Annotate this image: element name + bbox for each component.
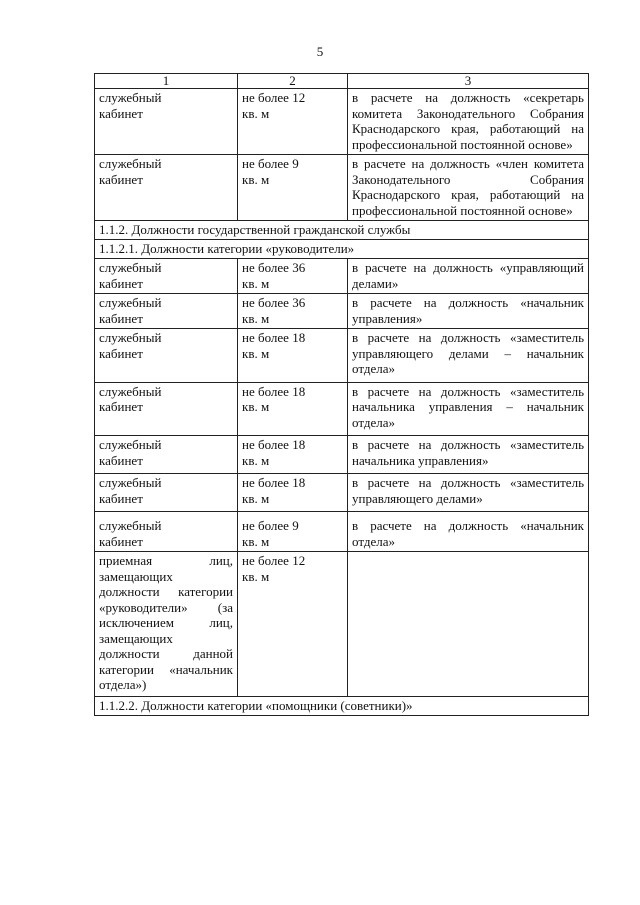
section-heading-leaders: 1.1.2.1. Должности категории «руководители» bbox=[95, 240, 589, 259]
basis-cell: в расчете на должность «заместитель начальника управления – начальник отдела» bbox=[348, 382, 589, 436]
area-cell bbox=[238, 382, 348, 436]
table-row bbox=[95, 474, 589, 512]
premises-table bbox=[94, 73, 589, 716]
premise-cell bbox=[95, 155, 238, 221]
premise-text: служебный кабинет bbox=[99, 260, 162, 291]
premise-cell bbox=[95, 329, 238, 383]
basis-cell: в расчете на должность «заместитель начальника управления» bbox=[348, 436, 589, 474]
basis-cell: в расчете на должность «управляющий делами» bbox=[348, 259, 589, 294]
premise-text: служебный кабинет bbox=[99, 437, 162, 468]
table-row bbox=[95, 89, 589, 155]
area-cell bbox=[238, 329, 348, 383]
premise-text: служебный кабинет bbox=[99, 475, 162, 506]
basis-cell: в расчете на должность «секретарь комитета Законодательного Собрания Краснодарского края, работающий на профессиональной постоянной основе» bbox=[348, 89, 589, 155]
premise-text: служебный кабинет bbox=[99, 156, 162, 187]
area-cell bbox=[238, 89, 348, 155]
area-cell bbox=[238, 474, 348, 512]
area-text: не более 18 кв. м bbox=[242, 330, 306, 361]
table-row bbox=[95, 259, 589, 294]
table-header-row bbox=[95, 74, 589, 89]
section-heading-civil-service: 1.1.2. Должности государственной гражданской службы bbox=[95, 221, 589, 240]
table-row bbox=[95, 512, 589, 552]
premise-text: служебный кабинет bbox=[99, 518, 162, 549]
area-text: не более 18 кв. м bbox=[242, 383, 306, 414]
table-row bbox=[95, 382, 589, 436]
premise-text: служебный кабинет bbox=[99, 383, 162, 414]
page-number: 5 bbox=[316, 44, 324, 59]
premise-text: служебный кабинет bbox=[99, 295, 162, 326]
area-text: не более 9 кв. м bbox=[242, 156, 299, 187]
premise-text: служебный кабинет bbox=[99, 90, 162, 121]
basis-cell: в расчете на должность «заместитель управляющего делами» bbox=[348, 474, 589, 512]
basis-cell bbox=[348, 552, 589, 697]
premise-text: служебный кабинет bbox=[99, 330, 162, 361]
table-row bbox=[95, 155, 589, 221]
section-heading-assistants: 1.1.2.2. Должности категории «помощники (советники)» bbox=[95, 696, 589, 715]
premise-cell bbox=[95, 382, 238, 436]
area-text: не более 36 кв. м bbox=[242, 295, 306, 326]
column-header-3: 3 bbox=[348, 74, 589, 89]
table-row bbox=[95, 552, 589, 697]
area-text: не более 18 кв. м bbox=[242, 437, 306, 468]
area-text: не более 18 кв. м bbox=[242, 475, 306, 506]
premise-cell bbox=[95, 474, 238, 512]
section-row bbox=[95, 221, 589, 240]
section-row bbox=[95, 696, 589, 715]
section-row bbox=[95, 240, 589, 259]
area-cell bbox=[238, 155, 348, 221]
premise-cell bbox=[95, 259, 238, 294]
table-row bbox=[95, 329, 589, 383]
area-cell bbox=[238, 552, 348, 697]
table-row bbox=[95, 436, 589, 474]
area-cell bbox=[238, 294, 348, 329]
premise-cell bbox=[95, 294, 238, 329]
area-text: не более 36 кв. м bbox=[242, 260, 306, 291]
area-cell bbox=[238, 436, 348, 474]
area-cell bbox=[238, 512, 348, 552]
premise-cell: приемная лиц, замещающих должности категории «руководители» (за исключением лиц, замещающих должности данной категории «начальник отдела») bbox=[95, 552, 238, 697]
basis-cell: в расчете на должность «заместитель управляющего делами – начальник отдела» bbox=[348, 329, 589, 383]
area-text: не более 9 кв. м bbox=[242, 518, 299, 549]
area-cell bbox=[238, 259, 348, 294]
basis-cell: в расчете на должность «начальник управления» bbox=[348, 294, 589, 329]
column-header-1: 1 bbox=[95, 74, 238, 89]
area-text: не более 12 кв. м bbox=[242, 90, 306, 121]
basis-cell: в расчете на должность «член комитета Законодательного Собрания Краснодарского края, работающий на профессиональной постоянной основе» bbox=[348, 155, 589, 221]
table-row bbox=[95, 294, 589, 329]
basis-cell: в расчете на должность «начальник отдела» bbox=[348, 512, 589, 552]
premise-cell bbox=[95, 89, 238, 155]
column-header-2: 2 bbox=[238, 74, 348, 89]
area-text: не более 12 кв. м bbox=[242, 553, 306, 584]
premise-cell bbox=[95, 436, 238, 474]
premise-cell bbox=[95, 512, 238, 552]
